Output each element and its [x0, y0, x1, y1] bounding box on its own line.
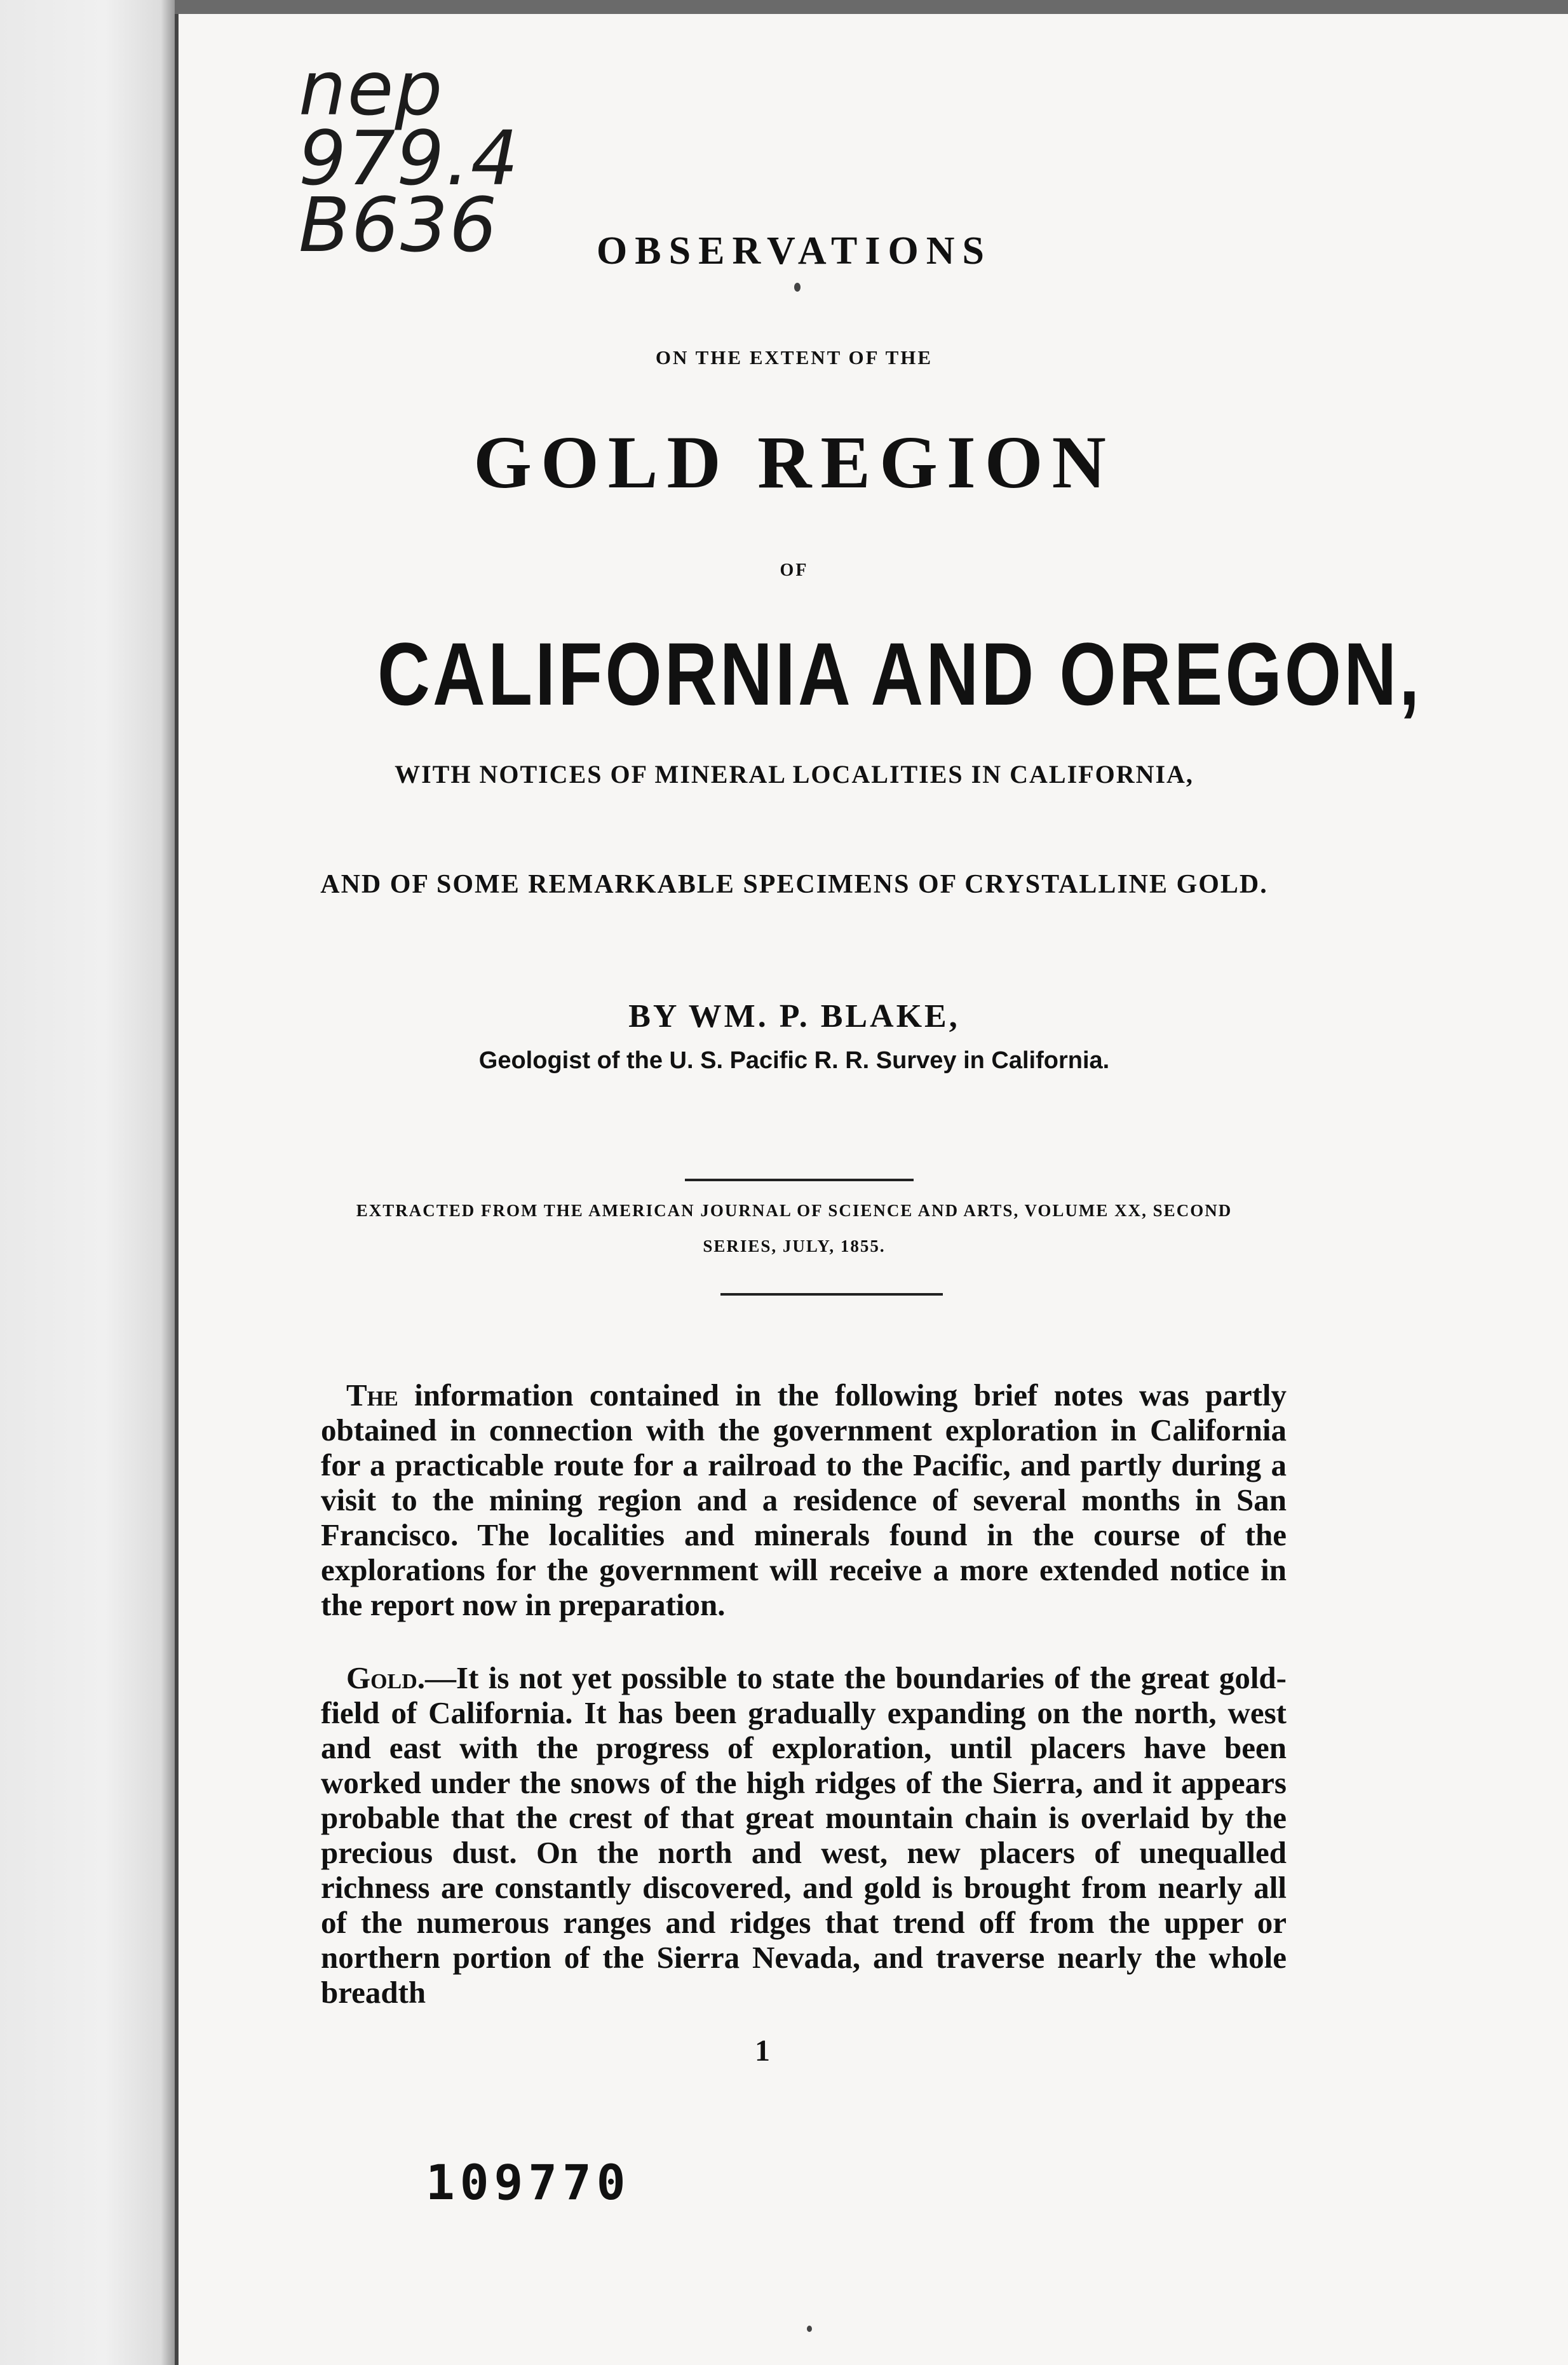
divider-rule-bottom: [720, 1293, 943, 1296]
extract-note-line2: SERIES, JULY, 1855.: [703, 1237, 886, 1256]
title-of: OF: [780, 560, 809, 580]
title-california-oregon: CALIFORNIA AND OREGON,: [377, 624, 1423, 724]
page-edge-line: [175, 0, 179, 2365]
call-number-line2: 979.4: [299, 114, 520, 202]
author-byline: BY WM. P. BLAKE,: [628, 998, 960, 1034]
print-speck: [794, 283, 801, 292]
section-heading-gold: Gold.: [346, 1660, 426, 1695]
page-number: 1: [755, 2034, 770, 2068]
accession-stamp: 109770: [426, 2154, 631, 2211]
paragraph-text: information contained in the following brief notes was partly obtained in connection with the government exploration in California for a practicable route for a railroad to the Pacific, and partly during a visit to the mining region and a residence of several months in San Francisco. The localities and minerals found in the course of the explorations for the government will receive a more extended notice in the report now in preparation.: [321, 1378, 1287, 1622]
author-affiliation: Geologist of the U. S. Pacific R. R. Survey in California.: [478, 1047, 1110, 1074]
paragraph-lead-word: The: [346, 1378, 398, 1413]
scan-left-margin: [0, 0, 175, 2365]
extract-note-line1: EXTRACTED FROM THE AMERICAN JOURNAL OF SCIENCE AND ARTS, VOLUME XX, SECOND: [356, 1201, 1233, 1220]
title-on-the-extent: ON THE EXTENT OF THE: [655, 346, 933, 369]
call-number-line1: nep: [299, 44, 444, 132]
scan-top-border: [175, 0, 1568, 14]
call-number-line3: B636: [299, 181, 499, 269]
paragraph-text: —It is not yet possible to state the boundaries of the great gold-field of California. It has been gradually expanding on the north, west and east with the progress of exploration, until placers have been worked under the snows of the high ridges of the Sierra, and it appears probable that the crest of that great mountain chain is overlaid by the precious dust. On the north and west, new placers of unequalled richness are constantly discovered, and gold is brought from nearly all of the numerous ranges and ridges that trend off from the upper or northern portion of the Sierra Nevada, and traverse nearly the whole breadth: [321, 1660, 1287, 2010]
body-paragraph-gold: [321, 1660, 1287, 2010]
divider-rule-top: [685, 1179, 914, 1181]
title-gold-region: GOLD REGION: [473, 421, 1115, 504]
subtitle-mineral-localities: WITH NOTICES OF MINERAL LOCALITIES IN CALIFORNIA,: [395, 760, 1194, 789]
print-speck: [807, 2326, 812, 2332]
body-paragraph-introduction: [321, 1378, 1287, 1622]
subtitle-crystalline-gold: AND OF SOME REMARKABLE SPECIMENS OF CRYSTALLINE GOLD.: [320, 870, 1268, 899]
title-observations: OBSERVATIONS: [597, 229, 992, 273]
